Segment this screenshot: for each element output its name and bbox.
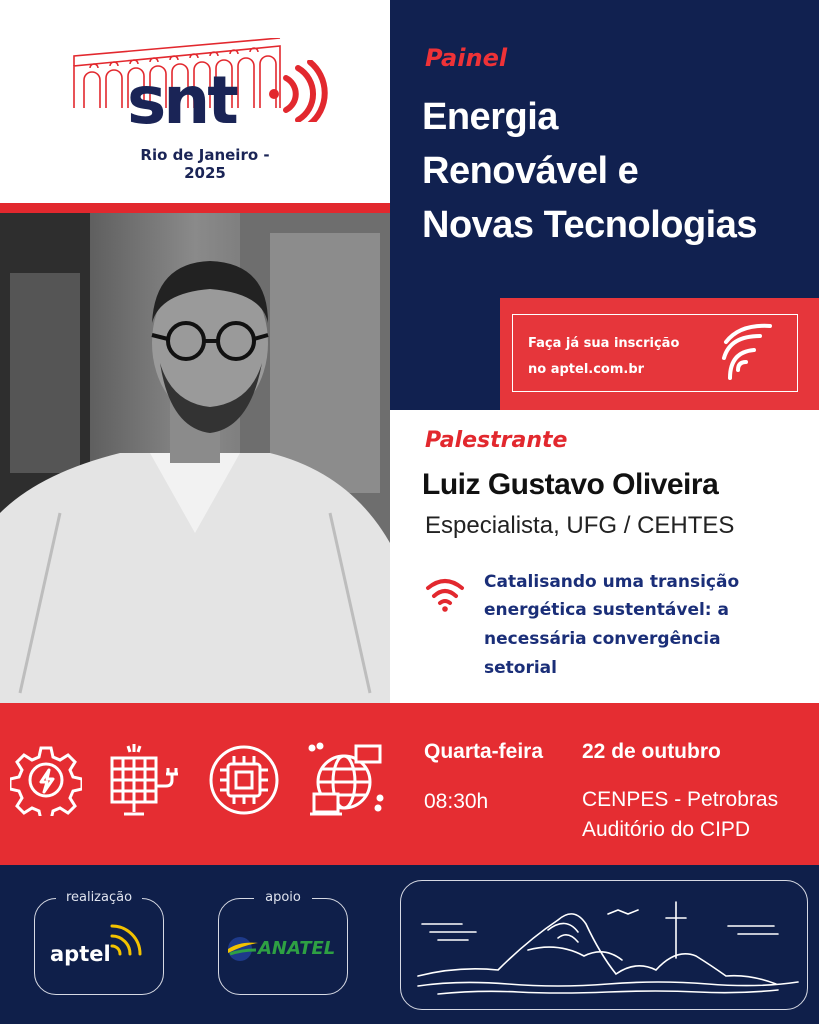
apoio-label: apoio [254,890,312,905]
cta-line-1: Faça já sua inscrição [528,336,680,351]
realizacao-label: realização [56,890,142,905]
event-date: 22 de outubro [582,740,721,763]
speaker-label: Palestrante [425,428,568,453]
anatel-logo: ANATEL [258,938,336,959]
talk-title-line-1: Catalisando uma transição [484,572,740,592]
title-line-3: Novas Tecnologias [422,204,758,246]
logo-red-divider [0,203,390,213]
event-time: 08:30h [424,790,489,813]
event-venue-line-1: CENPES - Petrobras [582,788,779,811]
snt-wordmark: snt [127,62,236,139]
signal-waves-icon [720,322,790,382]
speaker-role: Especialista, UFG / CEHTES [425,512,735,539]
talk-title-line-2: energética sustentável: a [484,600,729,620]
globe-devices-icon [306,742,388,820]
chip-icon [206,742,282,818]
talk-title-line-3: necessária convergência [484,629,721,649]
event-weekday: Quarta-feira [424,740,544,763]
signal-waves-icon [108,916,148,956]
gear-bolt-icon [10,744,82,816]
rio-skyline-icon [408,886,804,1004]
cta-link[interactable]: no aptel.com.br [528,362,645,377]
title-line-2: Renovável e [422,150,639,192]
solar-panel-plug-icon [106,742,184,818]
speaker-name: Luiz Gustavo Oliveira [422,468,719,501]
title-line-1: Energia [422,96,558,138]
event-venue-line-2: Auditório do CIPD [582,818,751,841]
logo-subtitle: Rio de Janeiro - 2025 [140,146,270,182]
speaker-section [390,410,819,703]
speaker-photo [0,213,390,703]
panel-label: Painel [425,44,508,72]
aptel-logo: aptel [50,942,111,966]
wifi-icon [424,576,466,612]
signal-waves-icon [262,60,328,122]
talk-title-line-4: setorial [484,658,557,678]
anatel-emblem-icon [226,934,260,964]
